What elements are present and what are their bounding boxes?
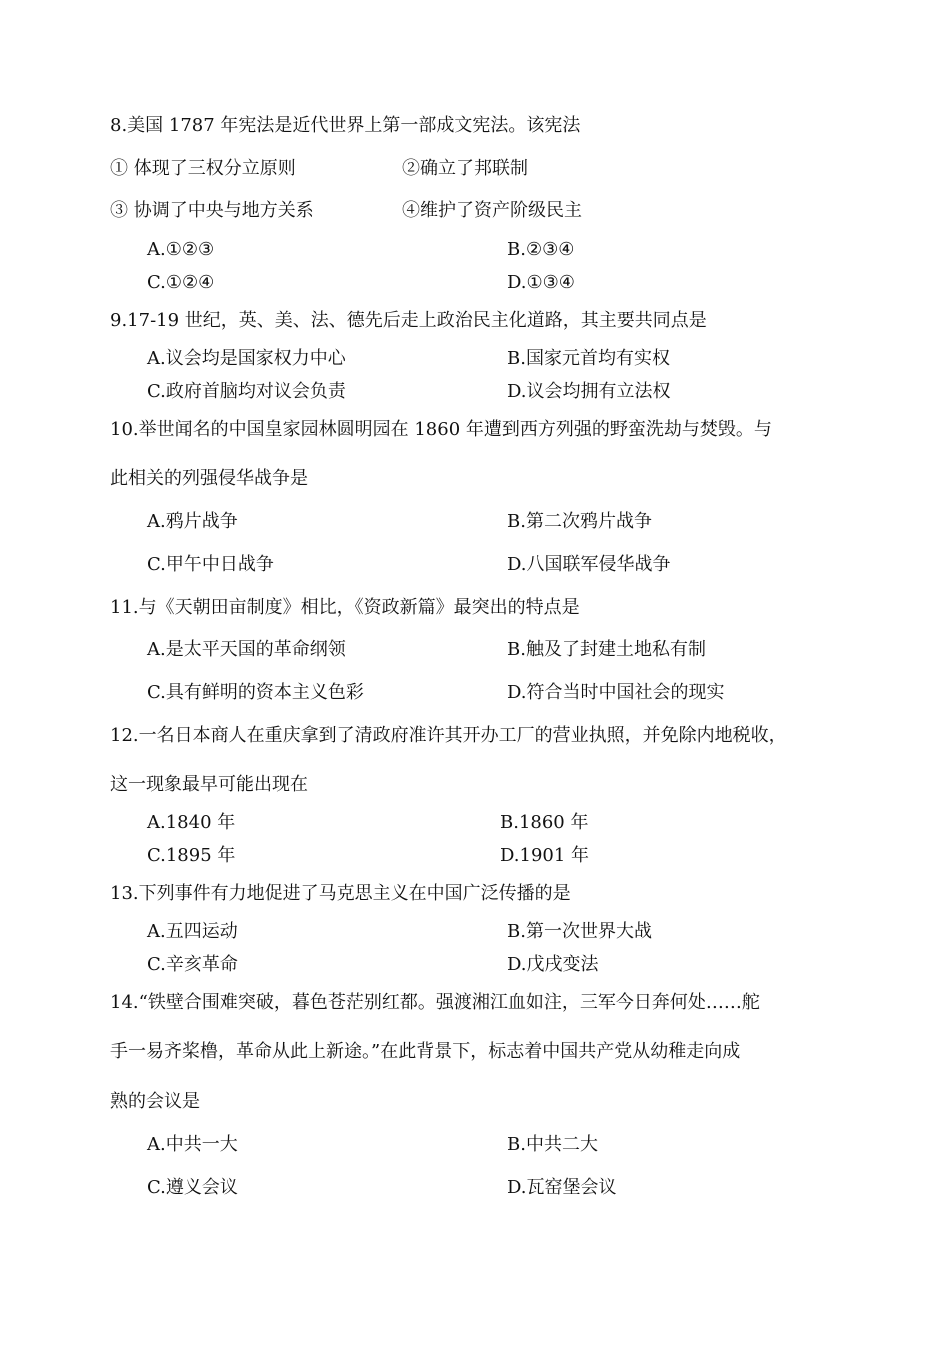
q11-option-b: B.触及了封建土地私有制 [507, 639, 706, 660]
q8-option-a: A.①②③ [147, 239, 215, 260]
q13-option-d: D.戊戌变法 [507, 954, 599, 975]
question-12-stem-line-2: 这一现象最早可能出现在 [110, 774, 308, 795]
q14-option-c: C.遵义会议 [147, 1177, 238, 1198]
question-12-stem-line-1: 12.一名日本商人在重庆拿到了清政府准许其开办工厂的营业执照，并免除内地税收， [110, 725, 787, 746]
question-14-stem-line-2: 手一易齐桨橹，革命从此上新途。”在此背景下，标志着中国共产党从幼稚走向成 [110, 1041, 741, 1062]
question-10-stem-line-2: 此相关的列强侵华战争是 [110, 468, 308, 489]
q10-option-d: D.八国联军侵华战争 [507, 554, 671, 575]
q11-option-a: A.是太平天国的革命纲领 [147, 639, 346, 660]
q14-option-a: A.中共一大 [147, 1134, 238, 1155]
question-14-stem-line-3: 熟的会议是 [110, 1091, 200, 1112]
q9-option-c: C.政府首脑均对议会负责 [147, 381, 346, 402]
statement-2: ②确立了邦联制 [402, 158, 528, 179]
q9-option-a: A.议会均是国家权力中心 [147, 348, 346, 369]
q12-option-b: B.1860 年 [500, 812, 589, 833]
question-13-stem: 13.下列事件有力地促进了马克思主义在中国广泛传播的是 [110, 883, 571, 904]
question-14-stem-line-1: 14.“铁壁合围难突破，暮色苍茫别红都。强渡湘江血如注，三军今日奔何处……舵 [110, 992, 760, 1013]
q12-option-c: C.1895 年 [147, 845, 236, 866]
q13-option-b: B.第一次世界大战 [507, 921, 652, 942]
q11-option-d: D.符合当时中国社会的现实 [507, 682, 725, 703]
q10-option-c: C.甲午中日战争 [147, 554, 274, 575]
q9-option-d: D.议会均拥有立法权 [507, 381, 671, 402]
q14-option-d: D.瓦窑堡会议 [507, 1177, 617, 1198]
question-10-stem-line-1: 10.举世闻名的中国皇家园林圆明园在 1860 年遭到西方列强的野蛮洗劫与焚毁。与 [110, 419, 772, 440]
q14-option-b: B.中共二大 [507, 1134, 598, 1155]
statement-3: ③ 协调了中央与地方关系 [110, 200, 314, 221]
q10-option-a: A.鸦片战争 [147, 511, 238, 532]
q8-option-c: C.①②④ [147, 272, 215, 293]
q12-option-a: A.1840 年 [147, 812, 236, 833]
q13-option-a: A.五四运动 [147, 921, 238, 942]
statement-4: ④维护了资产阶级民主 [402, 200, 582, 221]
question-9-stem: 9.17-19 世纪，英、美、法、德先后走上政治民主化道路，其主要共同点是 [110, 310, 707, 331]
question-8-stem: 8.美国 1787 年宪法是近代世界上第一部成文宪法。该宪法 [110, 115, 581, 136]
q10-option-b: B.第二次鸦片战争 [507, 511, 652, 532]
question-11-stem: 11.与《天朝田亩制度》相比，《资政新篇》最突出的特点是 [110, 597, 580, 618]
q12-option-d: D.1901 年 [500, 845, 590, 866]
q13-option-c: C.辛亥革命 [147, 954, 238, 975]
q8-option-d: D.①③④ [507, 272, 575, 293]
q9-option-b: B.国家元首均有实权 [507, 348, 670, 369]
q8-option-b: B.②③④ [507, 239, 575, 260]
statement-1: ① 体现了三权分立原则 [110, 158, 296, 179]
q11-option-c: C.具有鲜明的资本主义色彩 [147, 682, 364, 703]
